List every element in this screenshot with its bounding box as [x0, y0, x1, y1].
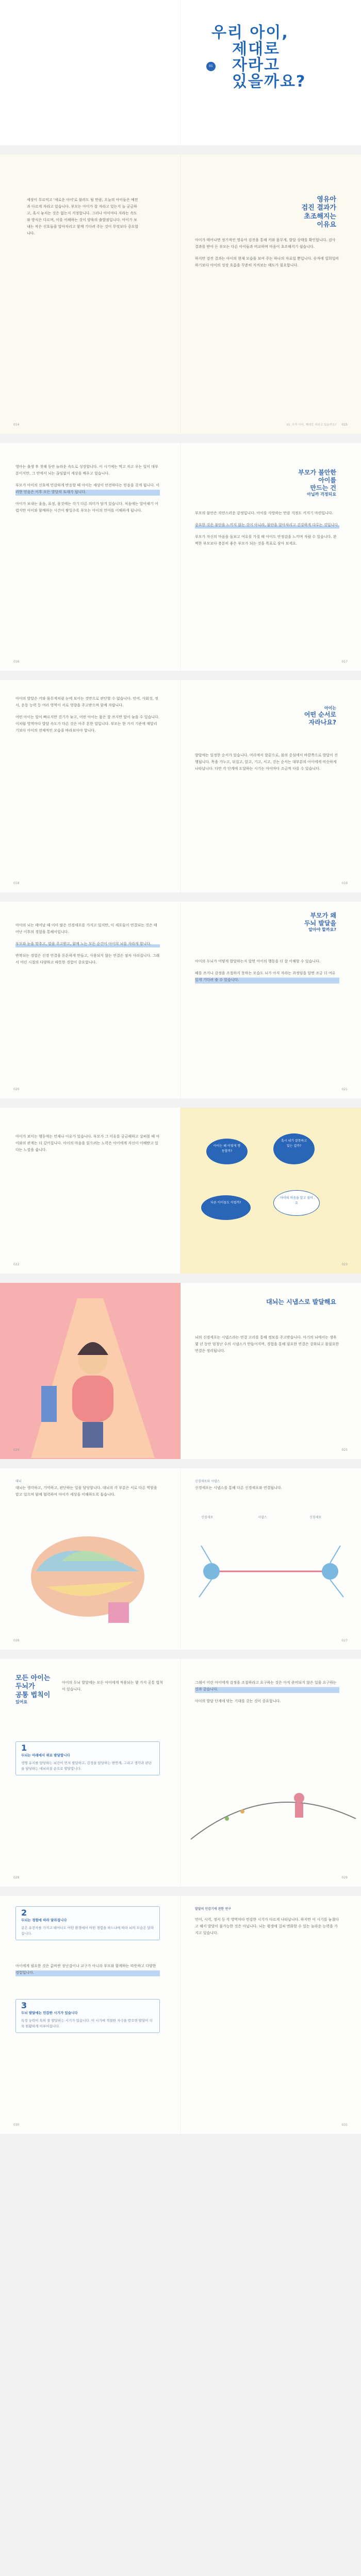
- page-number: 018: [13, 882, 20, 885]
- body-paragraph: 신경세포는 시냅스를 통해 다른 신경세포와 연결됩니다.: [195, 1486, 282, 1490]
- spread-5-right: [180, 902, 361, 1098]
- rule-box-3: [15, 1999, 160, 2033]
- heading-line: 아이는: [324, 706, 336, 710]
- body-paragraph: 아이의 발달 단계에 맞는 기대를 갖는 것이 중요합니다.: [195, 1699, 281, 1703]
- body-paragraph: 아이의 발달은 키와 몸무게처럼 눈에 보이는 것만으로 판단할 수 없습니다. 언어, 사회성, 정서, 운동 능력 등 여러 영역이 서로 영향을 주고받으며 함께 자랍니다.: [15, 697, 158, 707]
- highlighted-paragraph: 떼를 쓰거나 감정을 조절하지 못하는 모습도 뇌가 아직 자라는 과정임을 알면 조금 더 여유 있게 기다려 줄 수 있습니다.: [195, 970, 339, 984]
- body-paragraph: 부모가 자신의 마음을 돌보고 여유를 가질 때 아이도 안정감을 느끼며 자랄 수 있습니다. 완벽한 부모보다 충분히 좋은 부모가 되는 것을 목표로 삼아 보세요.: [195, 535, 337, 546]
- page-number: 014: [13, 423, 20, 427]
- cover-title-line-3: 자라고: [232, 56, 280, 74]
- heading-line: 모든 아이는: [15, 1674, 51, 1682]
- body-paragraph: 아이의 두뇌 발달에는 모든 아이에게 적용되는 몇 가지 공통 법칙이 있습니다.: [62, 1681, 163, 1691]
- spread-7-right: [180, 1283, 361, 1459]
- heading-line: 부모가 불안한: [298, 469, 336, 476]
- rule-number: 1: [21, 1743, 27, 1753]
- rule-number: 3: [21, 2001, 27, 2010]
- body-paragraph: 아이가 보이는 행동에는 언제나 이유가 있습니다. 부모가 그 이유를 궁금해하고 살펴볼 때 아이와의 관계는 더 깊어집니다. 아이의 마음을 읽으려는 노력은 아이에게 자신이 이해받고 있다는 느낌을 줍니다.: [15, 1134, 160, 1152]
- page-number: 025: [341, 1448, 348, 1452]
- neuron-label-c: 신경세포: [309, 1516, 322, 1519]
- spread-4: [0, 680, 361, 902]
- section-heading: [304, 912, 336, 933]
- body-paragraph: 하지만 검진 결과는 아이의 현재 모습을 보여 주는 하나의 자료일 뿐입니다. 숫자에 일희일비하기보다 아이의 성장 흐름을 꾸준히 지켜보는 태도가 필요합니다.: [195, 257, 339, 267]
- rule-number: 2: [21, 1908, 27, 1918]
- rule-body: 생명 유지를 담당하는 뇌간이 먼저 발달하고, 감정을 담당하는 변연계, 그리고 생각과 판단을 담당하는 대뇌피질 순으로 발달합니다.: [21, 1761, 152, 1771]
- spread-10: [0, 1896, 361, 2143]
- page-number: 028: [13, 1876, 20, 1879]
- thought-bubble-1: 아이는 왜 이렇게 행동할까?: [206, 1139, 248, 1164]
- heading-line: 두뇌가: [15, 1683, 35, 1691]
- spread-2: [0, 155, 361, 443]
- thought-bubble-3: 다른 아이들도 이럴까?: [201, 1195, 251, 1220]
- rule-title: 두뇌 발달에는 민감한 시기가 있습니다: [21, 2011, 78, 2015]
- spread-4-left: [0, 680, 180, 892]
- body-paragraph: 어떤 아이는 말이 빠르지만 걷기가 늦고, 어떤 아이는 몸은 잘 쓰지만 말이 늦을 수 있습니다. 이처럼 영역마다 발달 속도가 다른 것은 아주 흔한 일입니다. 부모는 한 가지 기준에 매달리기보다 아이의 전체적인 모습을 바라보아야 합니다.: [15, 715, 160, 733]
- heading-line: 아닐까 걱정되요: [307, 492, 336, 497]
- rule-title: 두뇌는 아래에서 위로 발달합니다: [21, 1753, 70, 1757]
- spread-9: [0, 1659, 361, 1896]
- intro-paragraph: 세상이 무르익고 '새로운 아이'로 불러도 될 만큼, 오늘의 아이들은 예전과 다르게 자라고 있습니다. 부모는 아이가 잘 자라고 있는지 늘 궁금하고, 혹시 놓치는 것은 없는지 걱정합니다. 그러나 아이마다 자라는 속도와 방식은 다르며, 이를 이해하는 것이 양육의 출발점입니다. 아이가 보내는 작은 신호들을 알아차리고 함께 기다려 주는 것이 무엇보다 중요합니다.: [27, 198, 139, 235]
- page-number: 024: [13, 1448, 20, 1452]
- heading-line: 있어요: [15, 1699, 28, 1704]
- thought-bubble-4: 아이의 마음을 알고 싶어요: [273, 1190, 320, 1216]
- heading-line: 자라나요?: [308, 719, 336, 726]
- heading-line: 만드는 건: [310, 484, 336, 492]
- section-heading: [15, 1674, 50, 1705]
- heading-line: 검진 결과가: [301, 204, 336, 212]
- thought-bubble-2: 혹시 내가 잘못하고 있는 걸까?: [273, 1133, 315, 1164]
- spread-2-left: [0, 155, 180, 434]
- rule-box-2: [15, 1906, 160, 1940]
- page-number: 027: [341, 1639, 348, 1642]
- spread-8-left: [0, 1468, 180, 1650]
- section-heading: [304, 706, 336, 726]
- spread-3-right: [180, 443, 361, 671]
- spread-5-left: [0, 902, 180, 1098]
- rule-box-1: [15, 1741, 160, 1775]
- heading-line: 어떤 순서로: [304, 711, 336, 718]
- page-number: 021: [341, 1088, 348, 1091]
- neuron-label-a: 신경세포: [201, 1516, 214, 1519]
- heading-line: 초조해지는: [304, 212, 336, 221]
- spread-6-left: [0, 1108, 180, 1274]
- body-paragraph: 부모의 불안은 자연스러운 감정입니다. 아이를 사랑하는 만큼 걱정도 커지기 마련입니다.: [195, 511, 333, 515]
- spread-6-right: [180, 1108, 361, 1274]
- running-head: 01. 우리 아이, 제대로 자라고 있을까요?: [286, 423, 336, 427]
- spread-3: [0, 443, 361, 680]
- spread-3-left: [0, 443, 180, 671]
- neuron-label-b: 시냅스: [258, 1516, 267, 1519]
- highlighted-paragraph: 그래서 어린 아이에게 감정을 조절하라고 요구하는 것은 아직 준비되지 않은 일을 요구하는 것과 같습니다.: [195, 1680, 339, 1693]
- spread-8-right: [180, 1468, 361, 1650]
- spread-10-right: [180, 1896, 361, 2134]
- rule-body: 특정 능력이 특히 잘 발달하는 시기가 있습니다. 이 시기에 적절한 자극을 받으면 발달이 더욱 원활하게 이루어집니다.: [21, 2019, 153, 2028]
- page-number: 019: [341, 882, 348, 885]
- spread-cover: [0, 0, 361, 155]
- body-paragraph: 아이가 보내는 울음, 표정, 몸짓에는 각기 다른 의미가 담겨 있습니다. 처음에는 알아채기 어렵지만 아이와 함께하는 시간이 쌓일수록 부모는 아이의 언어를 이해하게 됩니다.: [15, 502, 158, 513]
- cover-left-page: [0, 0, 180, 145]
- spread-5: [0, 902, 361, 1108]
- spread-9-left: [0, 1659, 180, 1887]
- body-paragraph: 영아는 출생 후 첫해 동안 놀라운 속도로 성장합니다. 이 시기에는 먹고 자고 우는 일이 대부분이지만, 그 안에서 뇌는 끊임없이 세상을 배우고 있습니다.: [15, 465, 158, 476]
- page-number: 022: [13, 1263, 20, 1266]
- spread-8: [0, 1468, 361, 1659]
- cover-right-page: [180, 0, 361, 145]
- cover-title-line-2: 제대로: [232, 40, 280, 58]
- page-number: 030: [13, 2123, 20, 2127]
- body-paragraph: 아이의 두뇌가 어떻게 발달하는지 알면 아이의 행동을 더 잘 이해할 수 있습니다.: [195, 959, 321, 963]
- kids-slide-illustration: [180, 1762, 361, 1865]
- spread-7: [0, 1283, 361, 1468]
- spread-6: [0, 1108, 361, 1283]
- heading-line: 부모가 왜: [310, 912, 336, 919]
- cover-title: [211, 25, 306, 90]
- page-number: 016: [13, 660, 20, 664]
- heading-line: 아이를: [318, 477, 336, 484]
- page-number: 023: [341, 1263, 348, 1266]
- heading-line: 공통 법칙이: [15, 1691, 51, 1699]
- highlighted-paragraph: 부모가 아이의 신호에 민감하게 반응할 때 아이는 세상이 안전하다는 믿음을 갖게 됩니다. 이러한 믿음은 이후 모든 발달의 토대가 됩니다.: [15, 482, 160, 496]
- rule-title: 두뇌는 경험에 따라 달라집니다: [21, 1918, 67, 1922]
- spread-4-right: [180, 680, 361, 892]
- body-paragraph: 반복되는 경험은 신경 연결을 튼튼하게 만들고, 사용되지 않는 연결은 점차 사라집니다. 그래서 어린 시절의 다양하고 따뜻한 경험이 중요합니다.: [15, 954, 160, 964]
- cover-title-line-1: 우리 아이,: [211, 24, 289, 42]
- section-heading: [302, 196, 336, 229]
- neuron-illustration: [180, 1525, 361, 1628]
- page-number: 031: [341, 2123, 348, 2127]
- section-heading: [298, 469, 336, 497]
- child-lamp-illustration: [0, 1283, 180, 1468]
- brain-illustration: [0, 1520, 180, 1643]
- body-paragraph: 발달에는 일정한 순서가 있습니다. 머리에서 발끝으로, 몸의 중심에서 바깥쪽으로 발달이 진행됩니다. 목을 가누고, 뒤집고, 앉고, 기고, 서고, 걷는 순서는 대부분의 아이에게 비슷하게 나타납니다. 다만 각 단계에 도달하는 시기는 아이마다 조금씩 다를 수 있습니다.: [195, 753, 338, 771]
- spread-2-right: [180, 155, 361, 434]
- figure-label: 대뇌: [15, 1480, 22, 1483]
- spread-9-right: [180, 1659, 361, 1887]
- spread-7-left: [0, 1283, 180, 1459]
- section-heading: 대뇌는 시냅스로 발달해요: [266, 1298, 336, 1306]
- figure-label: 신경세포와 시냅스: [195, 1480, 220, 1483]
- heading-line: 영유아: [317, 196, 336, 204]
- body-paragraph: 아이가 태어나면 정기적인 영유아 검진을 통해 키와 몸무게, 발달 상태를 확인합니다. 검사 결과를 받아 든 부모는 다른 아이들과 비교하며 마음이 초조해지기 쉽습니다.: [195, 238, 336, 249]
- heading-line: 두뇌 발달을: [304, 920, 336, 927]
- page-number: 015: [341, 423, 348, 427]
- rule-body: 같은 유전자를 가지고 태어나도 어떤 환경에서 어떤 경험을 하느냐에 따라 뇌의 모습은 달라집니다.: [21, 1926, 154, 1936]
- body-paragraph: 대뇌는 생각하고, 기억하고, 판단하는 일을 담당합니다. 대뇌의 각 부분은 서로 다른 역할을 맡고 있으며 함께 협력하여 아이가 세상을 이해하도록 돕습니다.: [15, 1486, 157, 1497]
- body-paragraph: 언어, 시각, 정서 등 각 영역마다 민감한 시기가 다르게 나타납니다. 하지만 이 시기를 놓쳤다고 해서 발달이 불가능한 것은 아닙니다. 뇌는 평생에 걸쳐 변화할 수 있는 놀라운 능력을 가지고 있습니다.: [195, 1918, 339, 1935]
- highlighted-paragraph: 중요한 것은 불안을 느끼지 않는 것이 아니라, 불안을 알아차리고 건강하게 다루는 것입니다.: [195, 522, 339, 529]
- page-number: 020: [13, 1088, 20, 1091]
- body-paragraph: 아이의 뇌는 태어날 때 이미 많은 신경세포를 가지고 있지만, 이 세포들이 연결되는 것은 태어난 이후의 경험을 통해서입니다.: [15, 923, 157, 934]
- page-number: 026: [13, 1639, 20, 1642]
- cover-badge: 01: [206, 62, 216, 71]
- highlighted-paragraph: 아이에게 필요한 것은 값비싼 장난감이나 교구가 아니라 부모와 함께하는 따뜻하고 다양한 경험입니다.: [15, 1963, 160, 1976]
- section-caption: 발달의 민감기에 관한 연구: [195, 1907, 232, 1911]
- cover-title-line-4: 있을까요?: [232, 72, 306, 91]
- heading-line: 알아야 할까요?: [308, 927, 336, 932]
- page-number: 017: [341, 660, 348, 664]
- body-paragraph: 뇌의 신경세포는 시냅스라는 연결 고리를 통해 정보를 주고받습니다. 아기의 뇌에서는 생후 몇 년 동안 엄청난 수의 시냅스가 만들어지며, 경험을 통해 필요한 연결은 강화되고 불필요한 연결은 정리됩니다.: [195, 1335, 339, 1353]
- spread-10-left: [0, 1896, 180, 2134]
- highlighted-paragraph: 부모와 눈을 맞추고, 말을 주고받고, 함께 노는 모든 순간이 아이의 뇌를 자라게 합니다.: [15, 941, 160, 947]
- page-number: 029: [341, 1876, 348, 1879]
- heading-line: 이유요: [317, 221, 336, 229]
